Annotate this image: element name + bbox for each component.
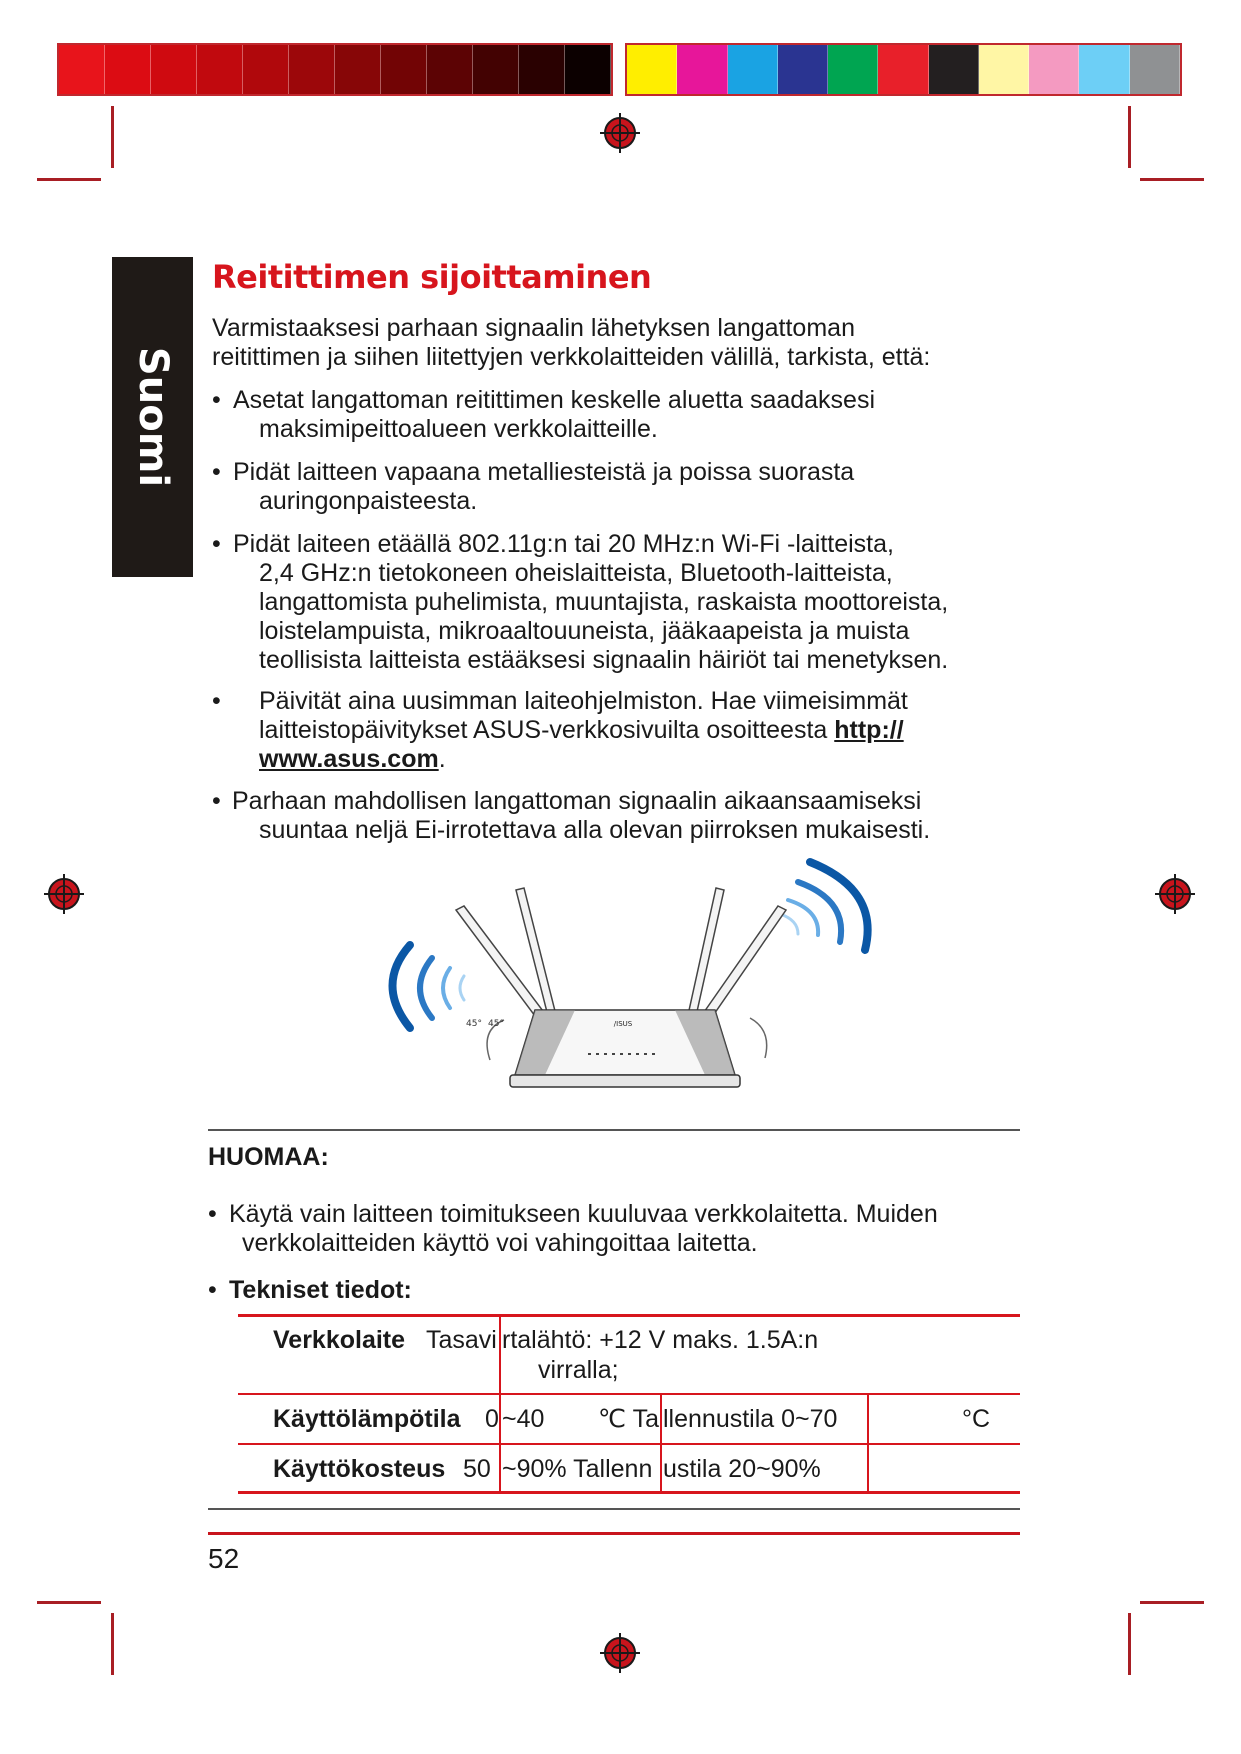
page-number: 52	[208, 1543, 240, 1574]
bullet-3-line-5: teollisista laitteista estääksesi signaalin häiriöt tai menetyksen.	[259, 646, 949, 674]
color-bar-left-swatch-6	[289, 45, 335, 94]
bullet-1-line-2: maksimipeittoalueen verkkolaitteille.	[259, 415, 658, 443]
color-bar-left-swatch-2	[105, 45, 151, 94]
color-bar-right-swatch-5	[828, 45, 878, 94]
color-bar-left-swatch-5	[243, 45, 289, 94]
spec-row-1-value-c: virralla;	[538, 1356, 619, 1384]
spec-row-2-value-c: ℃ Ta	[598, 1405, 659, 1433]
spec-row-3-value-a: 50	[463, 1455, 491, 1483]
spec-row-3-label: Käyttökosteus	[273, 1455, 446, 1483]
bullet-dot: •	[212, 458, 221, 486]
section-title: Reitittimen sijoittaminen	[212, 258, 652, 296]
crop-mark-top-left-h	[37, 178, 101, 181]
color-bar-left	[57, 43, 613, 96]
spec-row-2-value-a: 0	[485, 1405, 499, 1433]
color-bar-right	[625, 43, 1182, 96]
color-bar-right-swatch-10	[1079, 45, 1129, 94]
color-bar-right-swatch-4	[778, 45, 828, 94]
angle-label-right: 45°	[488, 1019, 504, 1029]
router-illustration	[370, 850, 890, 1120]
spec-row-3-value-b: ~90% Tallenn	[502, 1455, 653, 1483]
bullet-4-period: .	[438, 745, 446, 773]
bullet-3-line-2: 2,4 GHz:n tietokoneen oheislaitteista, Bluetooth-laitteista,	[259, 559, 893, 587]
spec-row-1-value-b: rtalähtö: +12 V maks. 1.5A:n	[502, 1326, 819, 1354]
spec-row-2-value-d: llennustila 0~70	[663, 1405, 838, 1433]
crop-mark-top-left-v	[111, 106, 114, 168]
crop-mark-bottom-right-h	[1140, 1601, 1204, 1604]
table-col-3	[867, 1393, 869, 1494]
bullet-5-line-2: suuntaa neljä Ei-irrotettava alla olevan piirroksen mukaisesti.	[259, 816, 931, 844]
bullet-4-line-1: Päivität aina uusimman laiteohjelmiston. Hae viimeisimmät	[259, 687, 908, 715]
color-bar-right-swatch-2	[677, 45, 727, 94]
color-bar-right-swatch-6	[878, 45, 928, 94]
table-col-1	[499, 1314, 501, 1494]
spec-row-1-value-a: Tasavi	[426, 1326, 497, 1354]
color-bar-left-swatch-1	[59, 45, 105, 94]
bullet-4-line-3	[259, 745, 446, 774]
crop-mark-bottom-right-v	[1128, 1613, 1131, 1675]
note-line-1: Käytä vain laitteen toimitukseen kuuluvaa verkkolaitetta. Muiden	[229, 1200, 938, 1228]
bullet-dot: •	[212, 787, 221, 815]
table-rule-top	[238, 1314, 1020, 1317]
divider-top	[208, 1129, 1020, 1131]
spec-row-2-label: Käyttölämpötila	[273, 1405, 461, 1433]
bullet-3-line-1: Pidät laiteen etäällä 802.11g:n tai 20 MHz:n Wi-Fi -laitteista,	[233, 530, 894, 558]
bullet-dot: •	[212, 687, 221, 715]
bullet-2-line-2: auringonpaisteesta.	[259, 487, 478, 515]
divider-bottom-red	[208, 1532, 1020, 1535]
color-bar-right-swatch-7	[929, 45, 979, 94]
bullet-dot: •	[208, 1276, 217, 1304]
color-bar-left-swatch-3	[151, 45, 197, 94]
table-rule-1	[238, 1393, 1020, 1395]
color-bar-left-swatch-11	[519, 45, 565, 94]
spec-row-1-label: Verkkolaite	[273, 1326, 406, 1354]
crop-mark-top-right-v	[1128, 106, 1131, 168]
color-bar-right-swatch-11	[1130, 45, 1180, 94]
bullet-5-line-1: Parhaan mahdollisen langattoman signaalin aikaansaamiseksi	[232, 787, 922, 815]
bullet-dot: •	[208, 1200, 217, 1228]
wifi-signal-right-icon	[780, 862, 868, 950]
registration-mark-right-icon	[1153, 872, 1197, 916]
table-col-2	[660, 1393, 662, 1494]
bullet-4-line-2	[259, 716, 904, 745]
spec-row-2-value-e: °C	[962, 1405, 991, 1433]
table-rule-2	[238, 1443, 1020, 1445]
wifi-signal-left-icon	[393, 945, 465, 1028]
specs-title: Tekniset tiedot:	[229, 1276, 412, 1304]
language-tab	[112, 257, 193, 577]
color-bar-left-swatch-12	[565, 45, 611, 94]
registration-mark-bottom-icon	[598, 1631, 642, 1675]
asus-link-part-1[interactable]: http://	[834, 716, 904, 744]
bullet-3-line-4: loistelampuista, mikroaaltouuneista, jääkaapeista ja muista	[259, 617, 910, 645]
note-line-2: verkkolaitteiden käyttö voi vahingoittaa laitetta.	[242, 1229, 758, 1257]
antennas	[456, 888, 786, 1020]
color-bar-left-swatch-4	[197, 45, 243, 94]
router-body	[510, 1010, 740, 1087]
crop-mark-bottom-left-h	[37, 1601, 101, 1604]
color-bar-right-swatch-9	[1029, 45, 1079, 94]
language-tab-label: Suomi	[129, 346, 176, 488]
color-bar-right-swatch-1	[627, 45, 677, 94]
bullet-dot: •	[212, 386, 221, 414]
bullet-2-line-1: Pidät laitteen vapaana metalliesteistä ja poissa suorasta	[233, 458, 855, 486]
registration-mark-left-icon	[42, 872, 86, 916]
router-brand: /ISUS	[613, 1020, 633, 1028]
divider-bottom-gray	[208, 1508, 1020, 1510]
color-bar-right-swatch-8	[979, 45, 1029, 94]
bullet-4-line-2-text: laitteistopäivitykset ASUS-verkkosivuilta osoitteesta	[259, 716, 835, 744]
bullet-3-line-3: langattomista puhelimista, muuntajista, raskaista moottoreista,	[259, 588, 949, 616]
color-bar-left-swatch-8	[381, 45, 427, 94]
table-rule-bottom	[238, 1491, 1020, 1494]
bullet-1-line-1: Asetat langattoman reitittimen keskelle aluetta saadaksesi	[233, 386, 876, 414]
bullet-dot: •	[212, 530, 221, 558]
intro-line-1: Varmistaaksesi parhaan signaalin lähetyksen langattoman	[212, 314, 855, 342]
color-bar-left-swatch-7	[335, 45, 381, 94]
note-title: HUOMAA:	[208, 1143, 329, 1171]
spec-row-2-value-b: ~40	[502, 1405, 545, 1433]
crop-mark-top-right-h	[1140, 178, 1204, 181]
asus-link-part-2[interactable]: www.asus.com	[259, 745, 439, 773]
color-bar-right-swatch-3	[728, 45, 778, 94]
registration-mark-top-icon	[598, 111, 642, 155]
crop-mark-bottom-left-v	[111, 1613, 114, 1675]
color-bar-left-swatch-9	[427, 45, 473, 94]
angle-label-left: 45°	[466, 1019, 482, 1029]
spec-row-3-value-c: ustila 20~90%	[663, 1455, 821, 1483]
intro-line-2: reitittimen ja siihen liitettyjen verkkolaitteiden välillä, tarkista, että:	[212, 343, 931, 371]
color-bar-left-swatch-10	[473, 45, 519, 94]
